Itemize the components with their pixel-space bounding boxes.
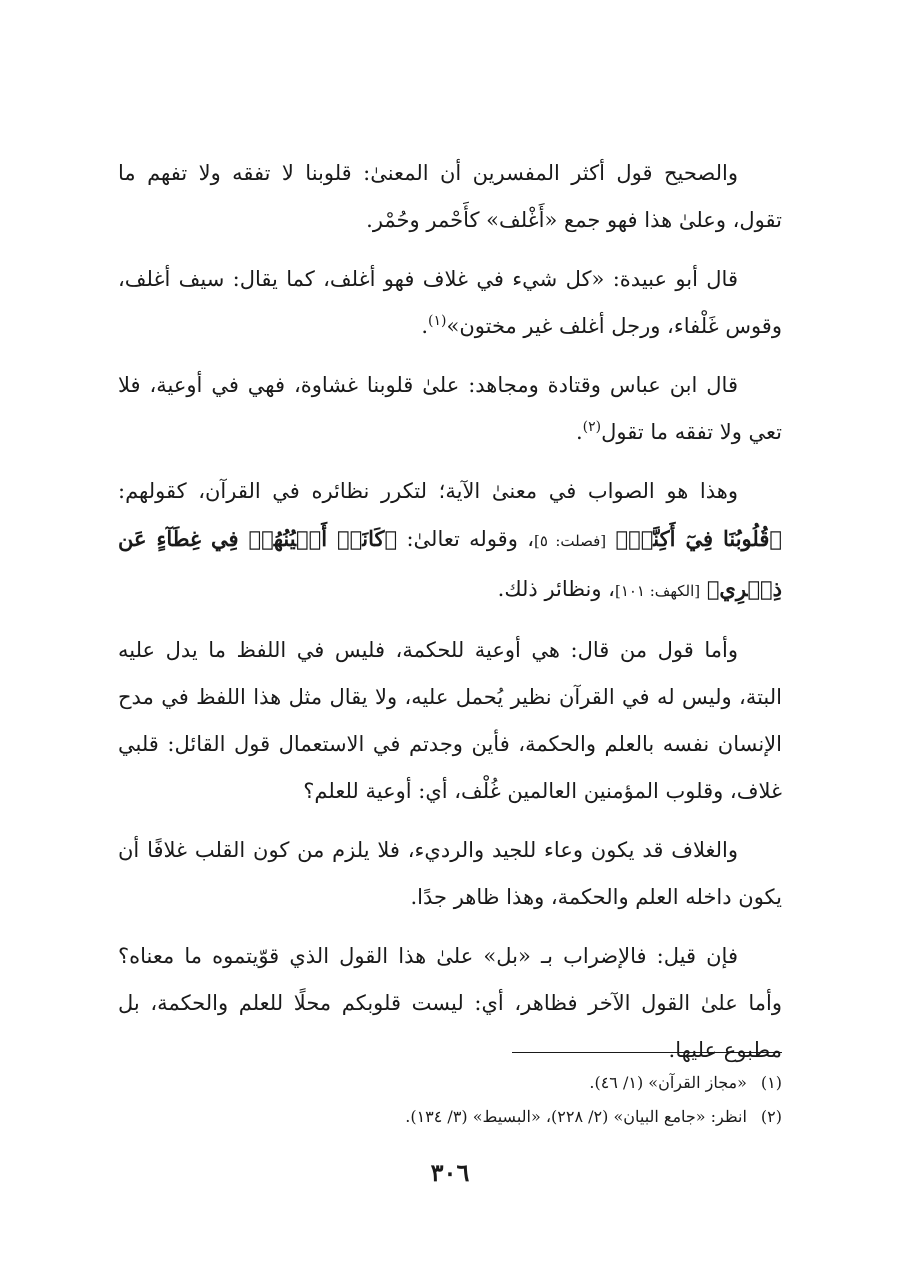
page-number: ٣٠٦: [430, 1158, 470, 1187]
paragraph-2-text: قال أبو عبيدة: «كل شيء في غلاف فهو أغلف، كما يقال: سيف أغلف، وقوس غَلْفاء، ورجل أغلف غير مختون»: [118, 267, 782, 338]
paragraph-5-text: وأما قول من قال: هي أوعية للحكمة، فليس في اللفظ ما يدل عليه البتة، وليس له في القرآن نظير يُحمل عليه، ولا يقال مثل هذا اللفظ في مدح الإنسان نفسه بالعلم والحكمة، فأين وجدتم في الاستعمال قول القائل: قلبي غلاف، وقلوب المؤمنين العالمين غُلْف، أي: أوعية للعلم؟: [118, 638, 782, 803]
quran-verse-1: ﴿قُلُوبُنَا فِيٓ أَكِنَّةٖ﴾: [615, 526, 782, 551]
quran-verse-2: ﴿كَانَتۡ أَعۡيُنُهُمۡ فِي غِطَآءٍ عَن ذِكۡرِي﴾: [118, 526, 782, 601]
paragraph-1-text: والصحيح قول أكثر المفسرين أن المعنىٰ: قلوبنا لا تفقه ولا تفهم ما تقول، وعلىٰ هذا فهو جمع «أَغْلف» كأَحْمر وحُمْر.: [118, 161, 782, 232]
paragraph-3: [118, 362, 782, 456]
page-body: [118, 150, 782, 1086]
paragraph-6-text: والغلاف قد يكون وعاء للجيد والرديء، فلا يلزم من كون القلب غلافًا أن يكون داخله العلم والحكمة، وهذا ظاهر جدًا.: [118, 838, 782, 909]
footnotes: [300, 1066, 782, 1134]
paragraph-3-text: قال ابن عباس وقتادة ومجاهد: علىٰ قلوبنا غشاوة، فهي في أوعية، فلا تعي ولا تفقه ما تقول: [118, 373, 782, 444]
quran-intro: وهذا هو الصواب في معنىٰ الآية؛ لتكرر نظائره في القرآن، كقولهم:: [118, 479, 738, 503]
verse-1-reference: [فصلت: ٥]: [533, 532, 607, 550]
paragraph-7-text: فإن قيل: فالإضراب بـ «بل» علىٰ هذا القول الذي قوّيتموه ما معناه؟ وأما علىٰ القول الآخر فظاهر، أي: ليست قلوبكم محلًا للعلم والحكمة، بل مطبوع عليها.: [118, 944, 782, 1062]
paragraph-2-period: .: [421, 314, 429, 338]
footnote-ref-2[interactable]: (٢): [582, 419, 602, 435]
paragraph-3-period: .: [575, 420, 583, 444]
paragraph-1: [118, 150, 782, 244]
footnote-2-text: انظر: «جامع البيان» (٢/ ٢٢٨)، «البسيط» (٣/ ١٣٤).: [405, 1107, 747, 1126]
footnote-2-number: (٢): [760, 1107, 782, 1126]
paragraph-4-quran: [118, 468, 782, 615]
footnote-1: [300, 1066, 782, 1100]
footnote-2: [300, 1100, 782, 1134]
quran-middle: ، وقوله تعالىٰ:: [406, 527, 534, 551]
paragraph-6: [118, 827, 782, 921]
paragraph-2: [118, 256, 782, 350]
footnote-ref-1[interactable]: (١): [428, 313, 447, 329]
verse-2-reference: [الكهف: ١٠١]: [614, 582, 701, 600]
paragraph-5: [118, 627, 782, 815]
quran-end: ، ونظائر ذلك.: [497, 577, 615, 601]
footnote-divider: [512, 1052, 782, 1053]
footnote-1-text: «مجاز القرآن» (١/ ٤٦).: [589, 1073, 747, 1092]
footnote-1-number: (١): [760, 1073, 782, 1092]
